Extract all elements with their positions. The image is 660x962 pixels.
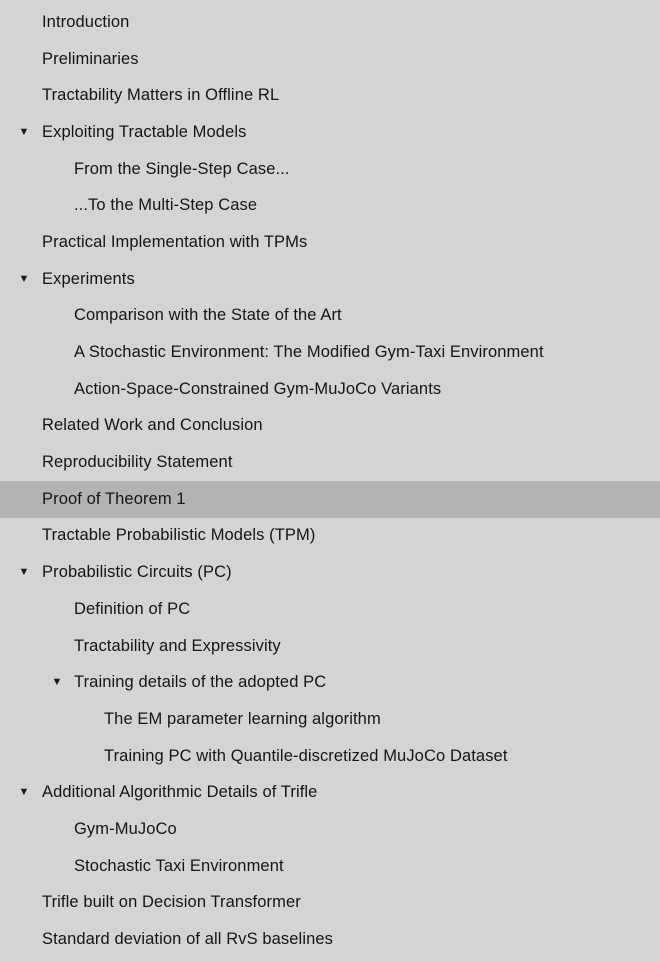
outline-item[interactable]: [0, 298, 660, 335]
outline-item-label: Action-Space-Constrained Gym-MuJoCo Variants: [74, 379, 442, 398]
outline-item[interactable]: [0, 481, 660, 518]
outline-item[interactable]: [0, 738, 660, 775]
outline-item-label: Practical Implementation with TPMs: [42, 232, 308, 251]
outline-item[interactable]: [0, 518, 660, 555]
outline-item[interactable]: [0, 187, 660, 224]
outline-item[interactable]: [0, 885, 660, 922]
outline-item[interactable]: [0, 334, 660, 371]
triangle-down-icon[interactable]: ▼: [18, 566, 30, 579]
outline-item[interactable]: [0, 77, 660, 114]
outline-item-label: Tractability Matters in Offline RL: [42, 86, 280, 105]
outline-item[interactable]: [0, 444, 660, 481]
outline-item-label: ...To the Multi-Step Case: [74, 196, 258, 215]
outline-item-label: Additional Algorithmic Details of Trifle: [42, 783, 318, 802]
outline-item[interactable]: [0, 664, 660, 701]
outline-item[interactable]: [0, 848, 660, 885]
triangle-down-icon[interactable]: ▼: [18, 125, 30, 138]
outline-item-label: Gym-MuJoCo: [74, 819, 177, 838]
outline-item[interactable]: [0, 4, 660, 41]
outline-item-label: Trifle built on Decision Transformer: [42, 893, 301, 912]
outline-item-label: Probabilistic Circuits (PC): [42, 563, 232, 582]
outline-item-label: Comparison with the State of the Art: [74, 306, 342, 325]
outline-item[interactable]: [0, 811, 660, 848]
outline-item[interactable]: [0, 774, 660, 811]
outline-item[interactable]: [0, 224, 660, 261]
outline-item-label: Training details of the adopted PC: [74, 673, 327, 692]
outline-item[interactable]: [0, 921, 660, 958]
outline-item-label: Stochastic Taxi Environment: [74, 856, 284, 875]
outline-item[interactable]: [0, 701, 660, 738]
outline-item-label: A Stochastic Environment: The Modified Gym-Taxi Environment: [74, 343, 544, 362]
triangle-down-icon[interactable]: ▼: [51, 676, 63, 689]
triangle-down-icon[interactable]: ▼: [18, 272, 30, 285]
outline-item[interactable]: [0, 408, 660, 445]
outline-item-label: Related Work and Conclusion: [42, 416, 263, 435]
outline-item-label: Exploiting Tractable Models: [42, 122, 247, 141]
outline-item[interactable]: [0, 151, 660, 188]
outline-item-label: Experiments: [42, 269, 135, 288]
outline-item[interactable]: [0, 628, 660, 665]
outline-item-label: Training PC with Quantile-discretized MuJoCo Dataset: [104, 746, 508, 765]
outline-item-label: Tractable Probabilistic Models (TPM): [42, 526, 316, 545]
outline-item[interactable]: [0, 261, 660, 298]
outline-item[interactable]: [0, 591, 660, 628]
outline-item[interactable]: [0, 114, 660, 151]
outline-item[interactable]: [0, 41, 660, 78]
outline-item[interactable]: [0, 554, 660, 591]
outline-item-label: Proof of Theorem 1: [42, 489, 186, 508]
outline-item-label: Introduction: [42, 12, 130, 31]
triangle-down-icon[interactable]: ▼: [18, 786, 30, 799]
outline-item-label: Definition of PC: [74, 599, 191, 618]
outline-item[interactable]: [0, 371, 660, 408]
outline-item-label: Reproducibility Statement: [42, 453, 233, 472]
outline-item-label: Standard deviation of all RvS baselines: [42, 930, 333, 949]
outline-item-label: Tractability and Expressivity: [74, 636, 281, 655]
outline-item-label: The EM parameter learning algorithm: [104, 709, 381, 728]
outline-item-label: Preliminaries: [42, 49, 139, 68]
outline-item-label: From the Single-Step Case...: [74, 159, 290, 178]
